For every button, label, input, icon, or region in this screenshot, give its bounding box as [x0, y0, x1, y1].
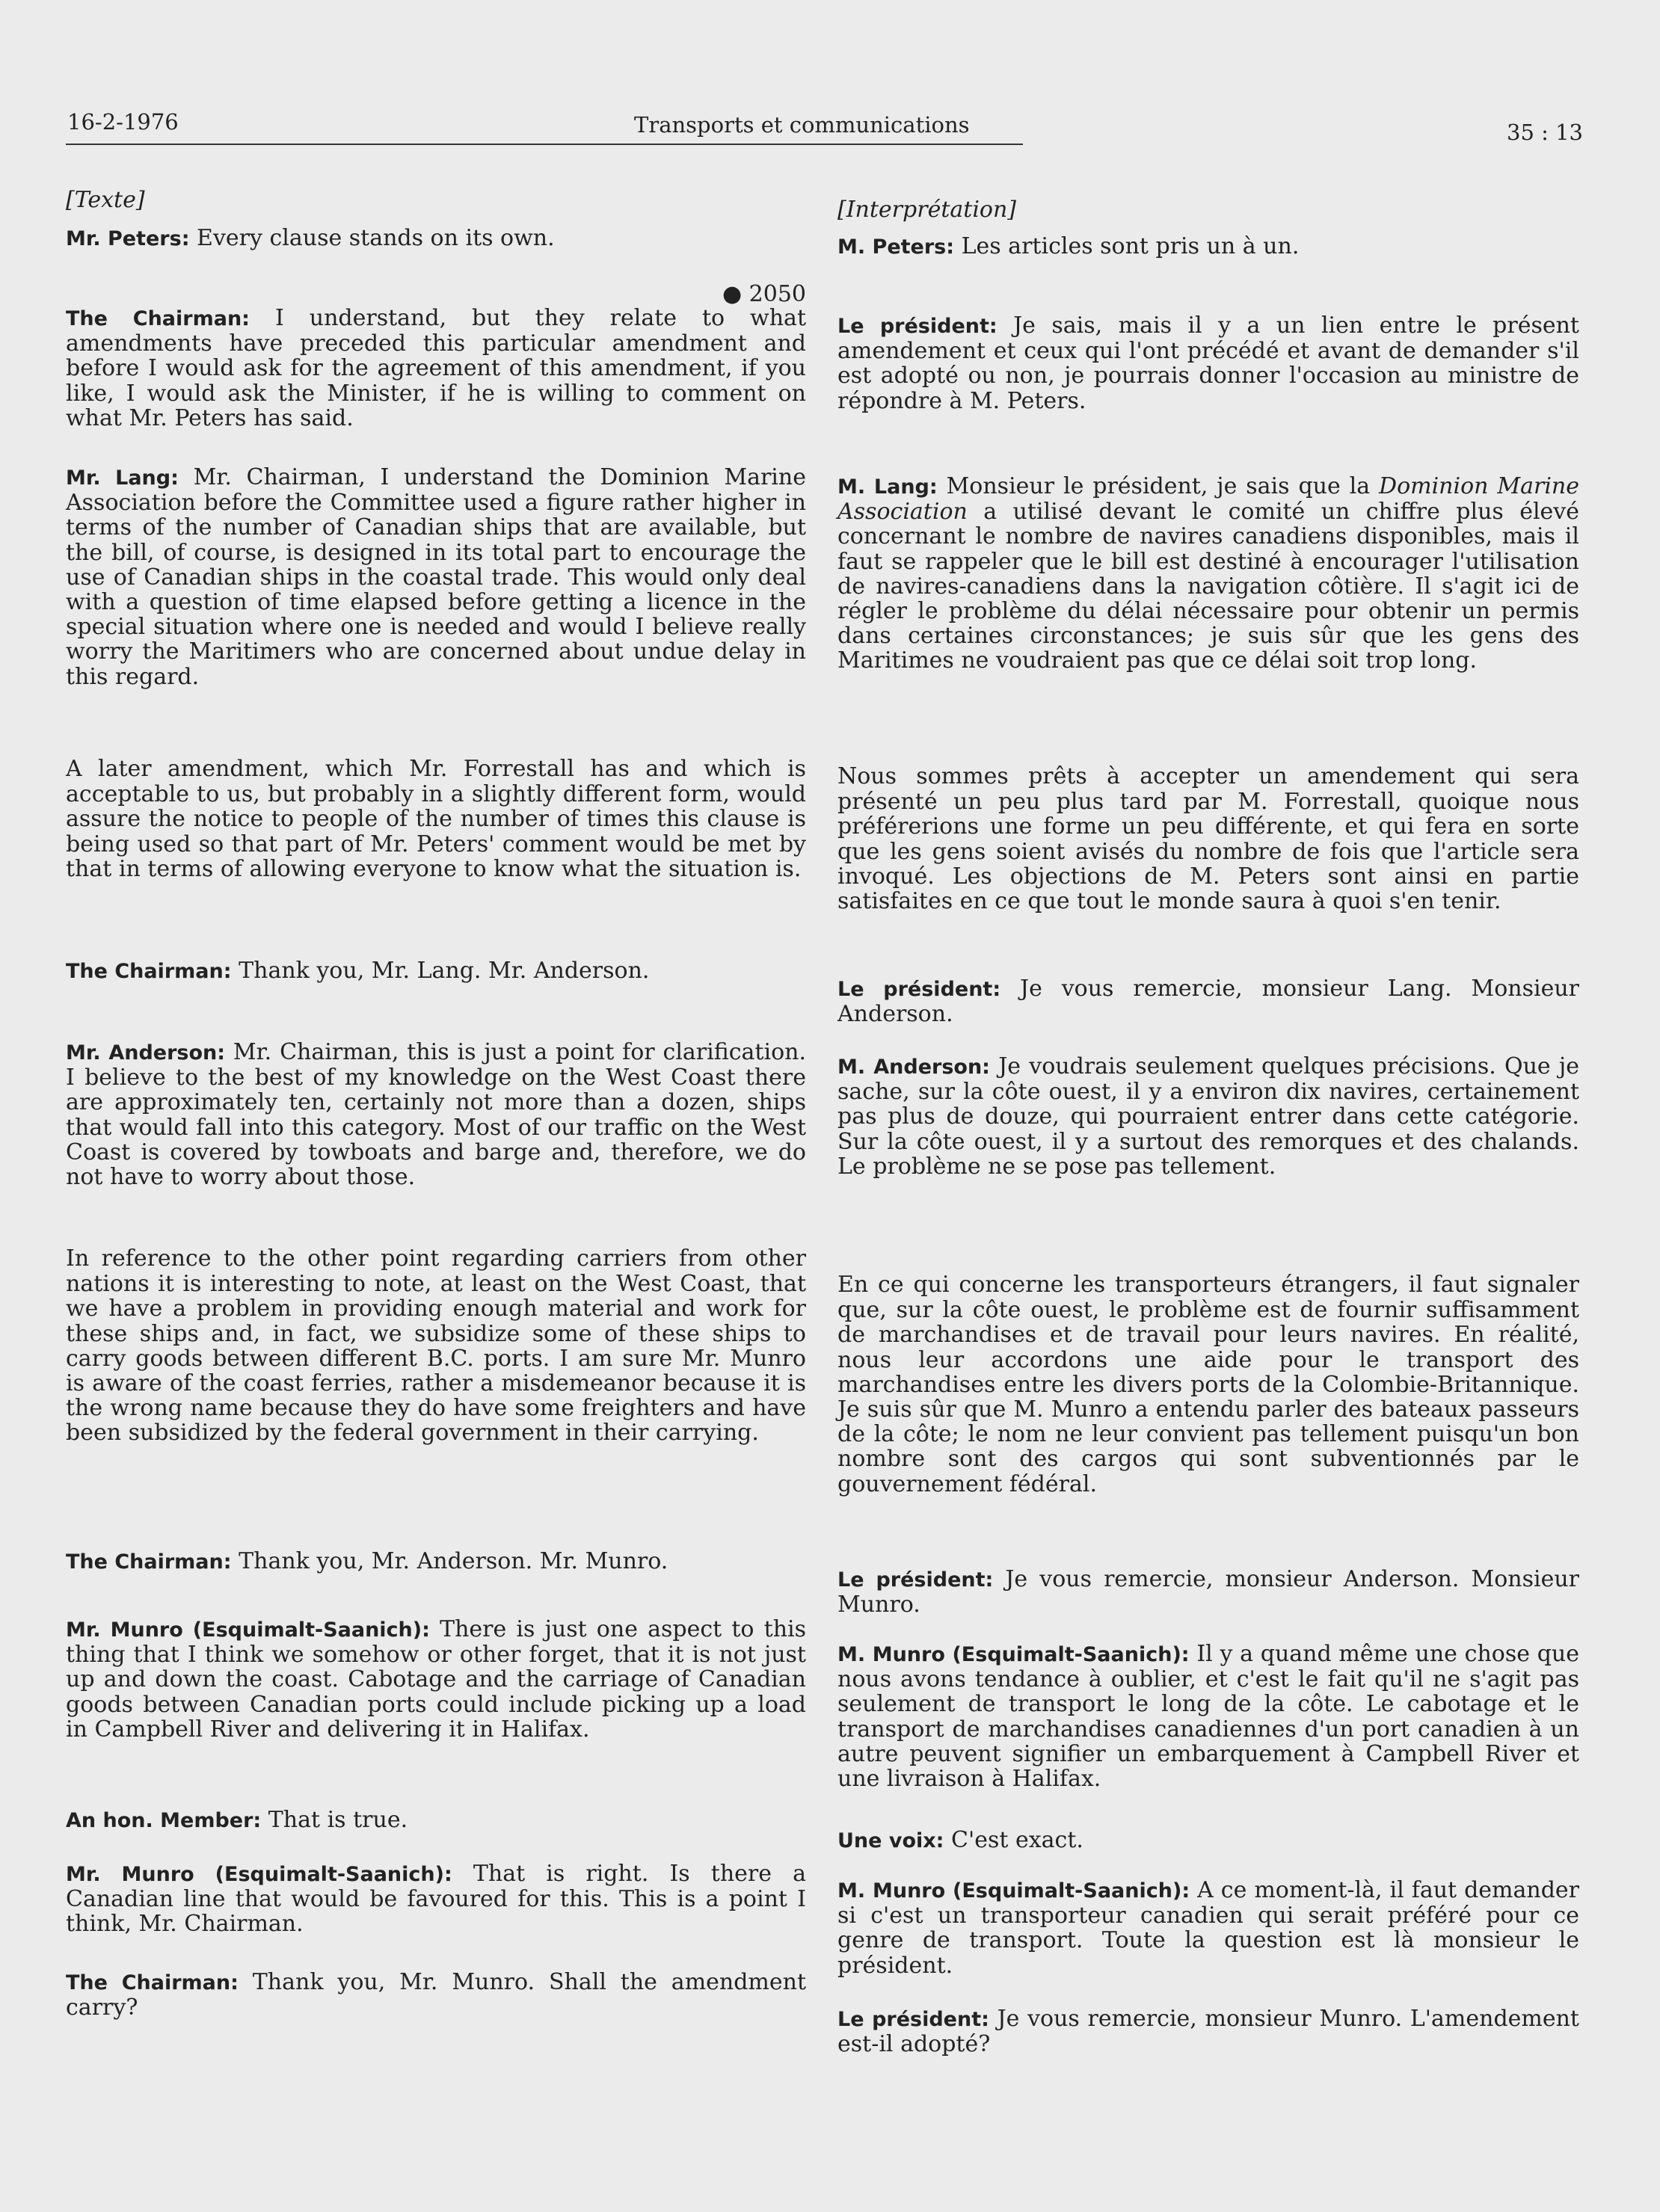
- paragraph-text: A ce moment-là, il faut demander si c'est un transporteur canadien qui serait préféré pour ce genre de transport. Toute la question est là monsieur le président.: [837, 1877, 1579, 1979]
- speaker-name: An hon. Member:: [66, 1809, 262, 1832]
- paragraph-text: Nous sommes prêts à accepter un amendement qui sera présenté un peu plus tard par M. Forrestall, quoique nous préférerions une forme un peu différente, et qui fera en sorte que les gens soient avisés du nombre de fois que l'article sera invoqué. Les objections de M. Peters sont ainsi en partie satisfaites en ce que tout le monde saura à quoi s'en tenir.: [837, 763, 1579, 915]
- speaker-name: Une voix:: [837, 1829, 944, 1852]
- transcript-paragraph: [837, 1828, 1579, 1853]
- transcript-paragraph: [66, 1861, 806, 1937]
- english-language-tag: [Texte]: [66, 187, 145, 213]
- transcript-paragraph: [66, 306, 806, 431]
- transcript-paragraph: [837, 1642, 1579, 1791]
- speaker-name: The Chairman:: [66, 1550, 232, 1574]
- paragraph-text: That is true.: [268, 1807, 408, 1833]
- transcript-paragraph: [837, 474, 1579, 674]
- transcript-paragraph: [66, 1040, 806, 1189]
- header-title: Transports et communications: [634, 112, 970, 138]
- speaker-name: The Chairman:: [66, 960, 232, 983]
- paragraph-text: I understand, but they relate to what amendments have preceded this particular amendment and before I would ask for the agreement of this amendment, if you like, I would ask the Minister, if he is willing to comment on what Mr. Peters has said.: [66, 305, 806, 431]
- speaker-name: M. Munro (Esquimalt-Saanich):: [837, 1643, 1190, 1666]
- paragraph-text: Les articles sont pris un à un.: [961, 233, 1300, 259]
- paragraph-text: Thank you, Mr. Lang. Mr. Anderson.: [239, 958, 650, 984]
- paragraph-text: Je vous remercie, monsieur Lang. Monsieur Anderson.: [837, 976, 1580, 1028]
- paragraph-text: Je vous remercie, monsieur Anderson. Monsieur Munro.: [837, 1566, 1579, 1618]
- paragraph-text: A later amendment, which Mr. Forrestall has and which is acceptable to us, but probably in a slightly different form, would assure the notice to people of the number of times this clause is being used so that part of Mr. Peters' comment would be met by that in terms of allowing everyone to know what the situation is.: [66, 756, 806, 882]
- speaker-name: M. Lang:: [837, 475, 938, 499]
- speaker-name: Le président:: [837, 1568, 994, 1592]
- paragraph-text: Thank you, Mr. Anderson. Mr. Munro.: [239, 1548, 668, 1574]
- transcript-paragraph: [837, 1054, 1579, 1179]
- transcript-paragraph: [66, 465, 806, 689]
- transcript-paragraph: [66, 958, 806, 984]
- speaker-name: M. Munro (Esquimalt-Saanich):: [837, 1879, 1190, 1903]
- paragraph-text: Je sais, mais il y a un lien entre le présent amendement et ceux qui l'ont précédé et avant de demander s'il est adopté ou non, je pourrais donner l'occasion au ministre de répondre à M. Peters.: [837, 312, 1579, 414]
- transcript-paragraph: [837, 234, 1579, 259]
- speaker-name: The Chairman:: [66, 1971, 239, 1994]
- paragraph-text-continued: a utilisé devant le comité un chiffre plus élevé concernant le nombre de navires canadiens disponibles, mais il faut se rappeler que le bill est destiné à encourager l'utilisation de navires-canadiens dans la navigation côtière. Il s'agit ici de régler le problème du délai nécessaire pour obtenir un permis dans certaines circonstances; je suis sûr que les gens des Maritimes ne voudraient pas que ce délai soit trop long.: [837, 499, 1579, 674]
- time-marker: ● 2050: [722, 281, 806, 307]
- transcript-paragraph: [837, 1567, 1579, 1617]
- header-page-number: 35 : 13: [1507, 120, 1584, 145]
- paragraph-text: Il y a quand même une chose que nous avons tendance à oublier, et c'est le fait qu'il ne s'agit pas seulement de transport le long de la côte. Le cabotage et le transport de marchandises canadiennes d'un port canadien à un autre peuvent signifier un embarquement à Campbell River et une livraison à Halifax.: [837, 1641, 1579, 1793]
- transcript-paragraph: [837, 1878, 1579, 1978]
- paragraph-text: Every clause stands on its own.: [197, 225, 555, 251]
- transcript-paragraph: [66, 1549, 806, 1574]
- paragraph-text: Mr. Chairman, I understand the Dominion Marine Association before the Committee used a figure rather higher in terms of the number of Canadian ships that are available, but the bill, of course, is designed in its total part to encourage the use of Canadian ships in the coastal trade. This would only deal with a question of time elapsed before getting a licence in the special situation where one is needed and would I believe really worry the Maritimers who are concerned about undue delay in this regard.: [66, 464, 806, 690]
- transcript-paragraph: [66, 1617, 806, 1742]
- speaker-name: Le président:: [837, 315, 997, 338]
- transcript-paragraph: [66, 1808, 806, 1833]
- transcript-paragraph: [66, 1246, 806, 1446]
- speaker-name: Mr. Munro (Esquimalt-Saanich):: [66, 1618, 430, 1642]
- transcript-paragraph: [66, 1970, 806, 2020]
- header-rule: [66, 144, 1023, 145]
- paragraph-text: There is just one aspect to this thing that I think we somehow or other forget, that it is not just up and down the coast. Cabotage and the carriage of Canadian goods between Canadian ports could include picking up a load in Campbell River and delivering it in Halifax.: [66, 1616, 807, 1743]
- paragraph-text: C'est exact.: [951, 1827, 1083, 1853]
- speaker-name: Mr. Lang:: [66, 466, 179, 490]
- transcript-paragraph: [837, 313, 1579, 413]
- speaker-name: Le président:: [837, 978, 1001, 1001]
- transcript-paragraph: [66, 226, 806, 251]
- paragraph-text: Monsieur le président, je sais que la: [946, 473, 1380, 499]
- speaker-name: The Chairman:: [66, 307, 250, 330]
- speaker-name: Mr. Munro (Esquimalt-Saanich):: [66, 1863, 452, 1886]
- french-language-tag: [Interprétation]: [837, 197, 1017, 223]
- speaker-name: Le président:: [837, 2008, 989, 2031]
- paragraph-text: In reference to the other point regarding carriers from other nations it is interesting to note, at least on the West Coast, that we have a problem in providing enough material and work for these ships and, in fact, we subsidize some of these ships to carry goods between different B.C. ports. I am sure Mr. Munro is aware of the coast ferries, rather a misdemeanor because it is the wrong name because they do have some freighters and have been subsidized by the federal government in their carrying.: [66, 1245, 806, 1447]
- transcript-paragraph: [66, 757, 806, 881]
- paragraph-text: Je voudrais seulement quelques précisions. Que je sache, sur la côte ouest, il y a environ dix navires, certainement pas plus de douze, qui pourraient entrer dans cette catégorie. Sur la côte ouest, il y a surtout des remorques et des chalands. Le problème ne se pose pas tellement.: [837, 1053, 1579, 1180]
- paragraph-text: Mr. Chairman, this is just a point for clarification. I believe to the best of my knowledge on the West Coast there are approximately ten, certainly not more than a dozen, ships that would fall into this category. Most of our traffic on the West Coast is covered by towboats and barge and, therefore, we do not have to worry about those.: [66, 1039, 807, 1191]
- transcript-paragraph: [837, 2006, 1579, 2057]
- speaker-name: M. Peters:: [837, 235, 955, 259]
- speaker-name: Mr. Peters:: [66, 227, 190, 250]
- paragraph-text: That is right. Is there a Canadian line that would be favoured for this. This is a point I think, Mr. Chairman.: [66, 1861, 806, 1938]
- speaker-name: Mr. Anderson:: [66, 1041, 226, 1065]
- paragraph-text: Thank you, Mr. Munro. Shall the amendment carry?: [66, 1969, 806, 2021]
- transcript-paragraph: [837, 976, 1579, 1026]
- speaker-name: M. Anderson:: [837, 1056, 990, 1079]
- paragraph-text: Je vous remercie, monsieur Munro. L'amendement est-il adopté?: [837, 2006, 1579, 2058]
- paragraph-text: En ce qui concerne les transporteurs étrangers, il faut signaler que, sur la côte ouest, le problème est de fournir suffisamment de marchandises et de travail pour leurs navires. En réalité, nous leur accordons une aide pour le transport des marchandises entre les divers ports de la Colombie-Britannique. Je suis sûr que M. Munro a entendu parler des bateaux passeurs de la côte; le nom ne leur convient pas tellement puisqu'un bon nombre sont des cargos qui sont subventionnés par le gouvernement fédéral.: [837, 1272, 1579, 1497]
- transcript-paragraph: [837, 764, 1579, 914]
- organization-name: Dominion Marine Association: [837, 473, 1579, 526]
- transcript-paragraph: [837, 1272, 1579, 1497]
- header-date: 16-2-1976: [67, 109, 179, 135]
